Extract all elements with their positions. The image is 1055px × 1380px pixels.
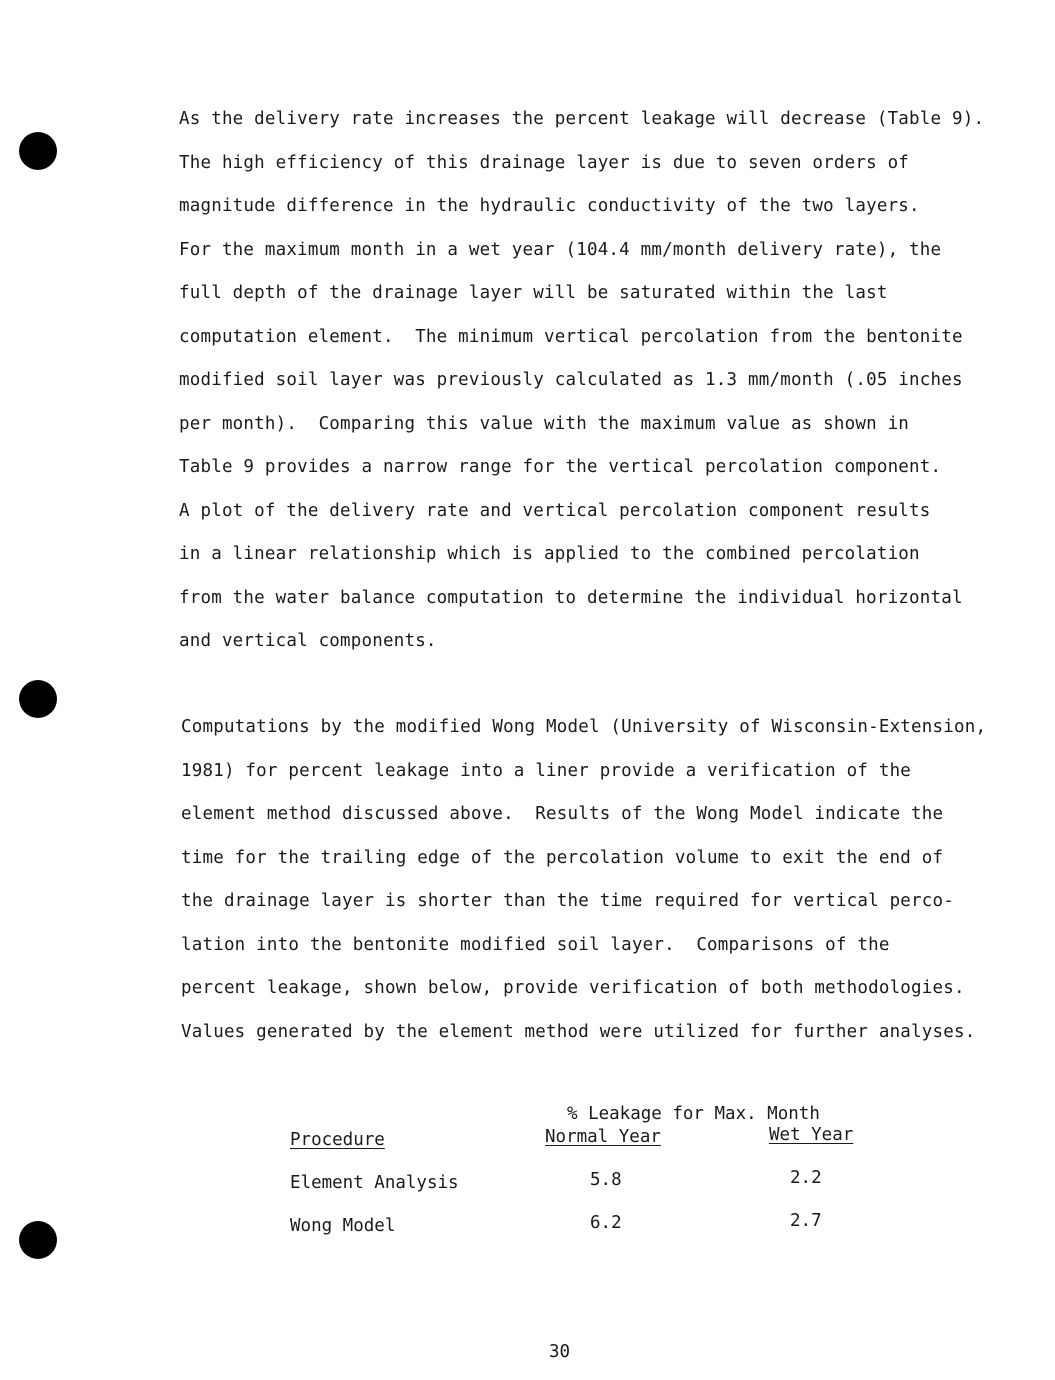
text-line: A plot of the delivery rate and vertical percolation component results	[179, 500, 931, 521]
text-line: the drainage layer is shorter than the time required for vertical perco-	[181, 891, 954, 911]
text-line: The high efficiency of this drainage layer is due to seven orders of	[179, 152, 910, 173]
cell-normal-year: 5.8	[590, 1170, 622, 1190]
text-line: full depth of the drainage layer will be saturated within the last	[179, 283, 888, 303]
table-header-procedure: Procedure	[290, 1130, 385, 1150]
text-line: Computations by the modified Wong Model (University of Wisconsin-Extension,	[181, 717, 987, 737]
table-header-normal-year: Normal Year	[545, 1127, 661, 1147]
punch-hole-top	[19, 132, 57, 170]
table-group-header: % Leakage for Max. Month	[567, 1104, 820, 1124]
text-line: For the maximum month in a wet year (104.4 mm/month delivery rate), the	[179, 239, 942, 260]
text-line: As the delivery rate increases the percent leakage will decrease (Table 9).	[179, 109, 985, 129]
text-line: in a linear relationship which is applied to the combined percolation	[179, 544, 920, 564]
text-line: time for the trailing edge of the percolation volume to exit the end of	[181, 847, 944, 868]
paragraph-1	[179, 98, 984, 664]
text-line: element method discussed above. Results of the Wong Model indicate the	[181, 804, 944, 824]
punch-hole-middle	[19, 680, 57, 718]
text-line: lation into the bentonite modified soil layer. Comparisons of the	[181, 934, 890, 955]
table-header-wet-year: Wet Year	[769, 1125, 854, 1145]
text-line: 1981) for percent leakage into a liner provide a verification of the	[181, 760, 912, 781]
text-line: modified soil layer was previously calculated as 1.3 mm/month (.05 inches	[179, 370, 963, 390]
text-line: Values generated by the element method were utilized for further analyses.	[181, 1021, 976, 1042]
text-line: and vertical components.	[179, 631, 437, 651]
cell-procedure: Wong Model	[290, 1216, 396, 1236]
cell-procedure: Element Analysis	[290, 1173, 459, 1193]
text-line: per month). Comparing this value with the maximum value as shown in	[179, 413, 910, 434]
text-line: from the water balance computation to determine the individual horizontal	[179, 587, 963, 608]
cell-normal-year: 6.2	[590, 1213, 622, 1233]
punch-hole-bottom	[19, 1221, 57, 1259]
page-number: 30	[548, 1342, 571, 1362]
paragraph-2	[181, 706, 986, 1054]
text-line: computation element. The minimum vertical percolation from the bentonite	[179, 326, 963, 347]
cell-wet-year: 2.7	[790, 1211, 822, 1231]
cell-wet-year: 2.2	[790, 1168, 822, 1188]
text-line: percent leakage, shown below, provide verification of both methodologies.	[181, 978, 965, 998]
text-line: magnitude difference in the hydraulic conductivity of the two layers.	[179, 196, 920, 216]
text-line: Table 9 provides a narrow range for the vertical percolation component.	[179, 457, 942, 477]
